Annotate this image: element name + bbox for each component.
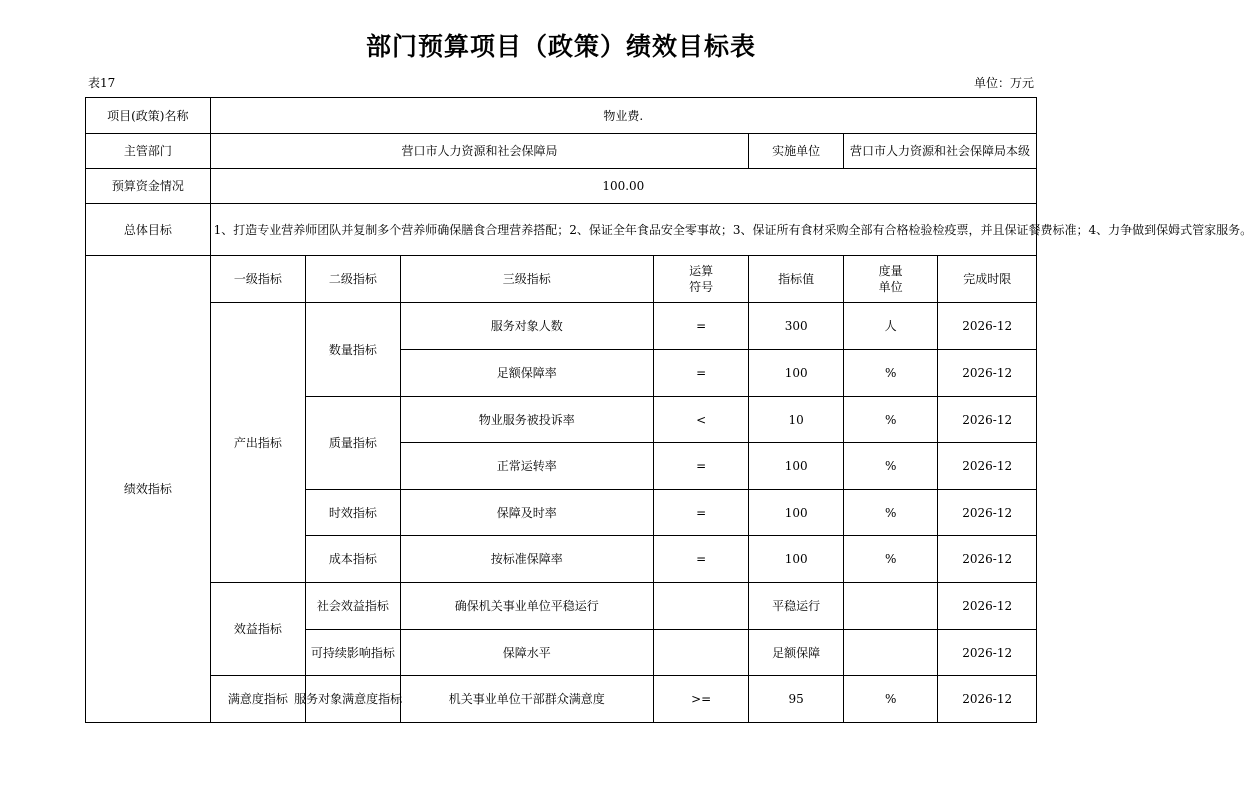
table-row [86,303,1037,350]
indicator-deadline: 2026-12 [938,350,1037,397]
indicator-unit [843,630,937,676]
indicator-name: 正常运转率 [400,443,653,490]
header-value: 指标值 [749,256,843,303]
level2-quality: 质量指标 [306,397,400,490]
overall-goal-label: 总体目标 [86,204,211,256]
level2-cost: 成本指标 [306,536,400,583]
indicator-unit: % [843,350,937,397]
indicator-deadline: 2026-12 [938,536,1037,583]
indicator-operator: = [653,536,749,583]
header-level3: 三级指标 [400,256,653,303]
indicator-operator: = [653,350,749,397]
indicator-operator: = [653,443,749,490]
level2-service-object-satisfaction: 服务对象满意度指标 [306,676,400,723]
indicator-name: 按标准保障率 [400,536,653,583]
indicator-deadline: 2026-12 [938,397,1037,443]
page-title: 部门预算项目（政策）绩效目标表 [365,32,756,61]
implementing-unit-label: 实施单位 [749,134,843,169]
indicator-unit [843,583,937,630]
level1-benefit: 效益指标 [210,583,306,676]
indicator-value: 100 [749,536,843,583]
indicator-unit: % [843,676,937,723]
indicator-value: 100 [749,490,843,536]
indicator-value: 足额保障 [749,630,843,676]
indicator-operator: = [653,303,749,350]
level2-quantity: 数量指标 [306,303,400,397]
indicator-name: 机关事业单位干部群众满意度 [400,676,653,723]
header-level2: 二级指标 [306,256,400,303]
table-number: 表17 [88,76,116,90]
level1-output: 产出指标 [210,303,306,583]
indicator-unit: % [843,443,937,490]
indicator-value: 10 [749,397,843,443]
indicator-value: 300 [749,303,843,350]
implementing-unit-value: 营口市人力资源和社会保障局本级 [843,134,1036,169]
table-row [86,676,1037,723]
department-label: 主管部门 [86,134,211,169]
performance-indicators-label: 绩效指标 [86,256,211,723]
indicator-name: 物业服务被投诉率 [400,397,653,443]
indicator-unit: % [843,397,937,443]
department-value: 营口市人力资源和社会保障局 [210,134,749,169]
indicator-operator: >= [653,676,749,723]
indicator-name: 服务对象人数 [400,303,653,350]
indicator-value: 100 [749,443,843,490]
indicator-operator [653,583,749,630]
project-name-label: 项目(政策)名称 [86,98,211,134]
project-name-row [86,98,1037,134]
indicator-deadline: 2026-12 [938,443,1037,490]
overall-goal-row [86,204,1037,256]
indicator-unit: % [843,490,937,536]
indicator-name: 保障水平 [400,630,653,676]
header-operator: 运算 符号 [653,256,749,303]
indicator-value: 平稳运行 [749,583,843,630]
indicator-unit: 人 [843,303,937,350]
indicator-operator [653,630,749,676]
level1-satisfaction: 满意度指标 [210,676,306,723]
project-name-value: 物业费. [210,98,1036,134]
performance-target-table [85,97,1252,723]
indicator-name: 保障及时率 [400,490,653,536]
indicator-deadline: 2026-12 [938,583,1037,630]
indicator-deadline: 2026-12 [938,303,1037,350]
indicator-value: 95 [749,676,843,723]
indicator-unit: % [843,536,937,583]
header-unit: 度量 单位 [843,256,937,303]
department-row [86,134,1037,169]
indicator-name: 确保机关事业单位平稳运行 [400,583,653,630]
header-level1: 一级指标 [210,256,306,303]
indicator-operator: = [653,490,749,536]
indicator-deadline: 2026-12 [938,630,1037,676]
overall-goal-text: 1、打造专业营养师团队并复制多个营养师确保膳食合理营养搭配；2、保证全年食品安全零事故；3、保证所有食材采购全部有合格检验检疫票，并且保证餐费标准；4、力争做到保姆式管家服务。 [210,204,1036,256]
level2-sustainable: 可持续影响指标 [306,630,400,676]
table-row [86,583,1037,630]
budget-value: 100.00 [210,169,1036,204]
level2-social: 社会效益指标 [306,583,400,630]
budget-row [86,169,1037,204]
indicator-value: 100 [749,350,843,397]
indicator-name: 足额保障率 [400,350,653,397]
unit-label: 单位：万元 [973,76,1034,90]
indicator-deadline: 2026-12 [938,676,1037,723]
header-deadline: 完成时限 [938,256,1037,303]
indicator-header-row [86,256,1037,303]
level2-timeliness: 时效指标 [306,490,400,536]
indicator-deadline: 2026-12 [938,490,1037,536]
budget-label: 预算资金情况 [86,169,211,204]
indicator-operator: < [653,397,749,443]
